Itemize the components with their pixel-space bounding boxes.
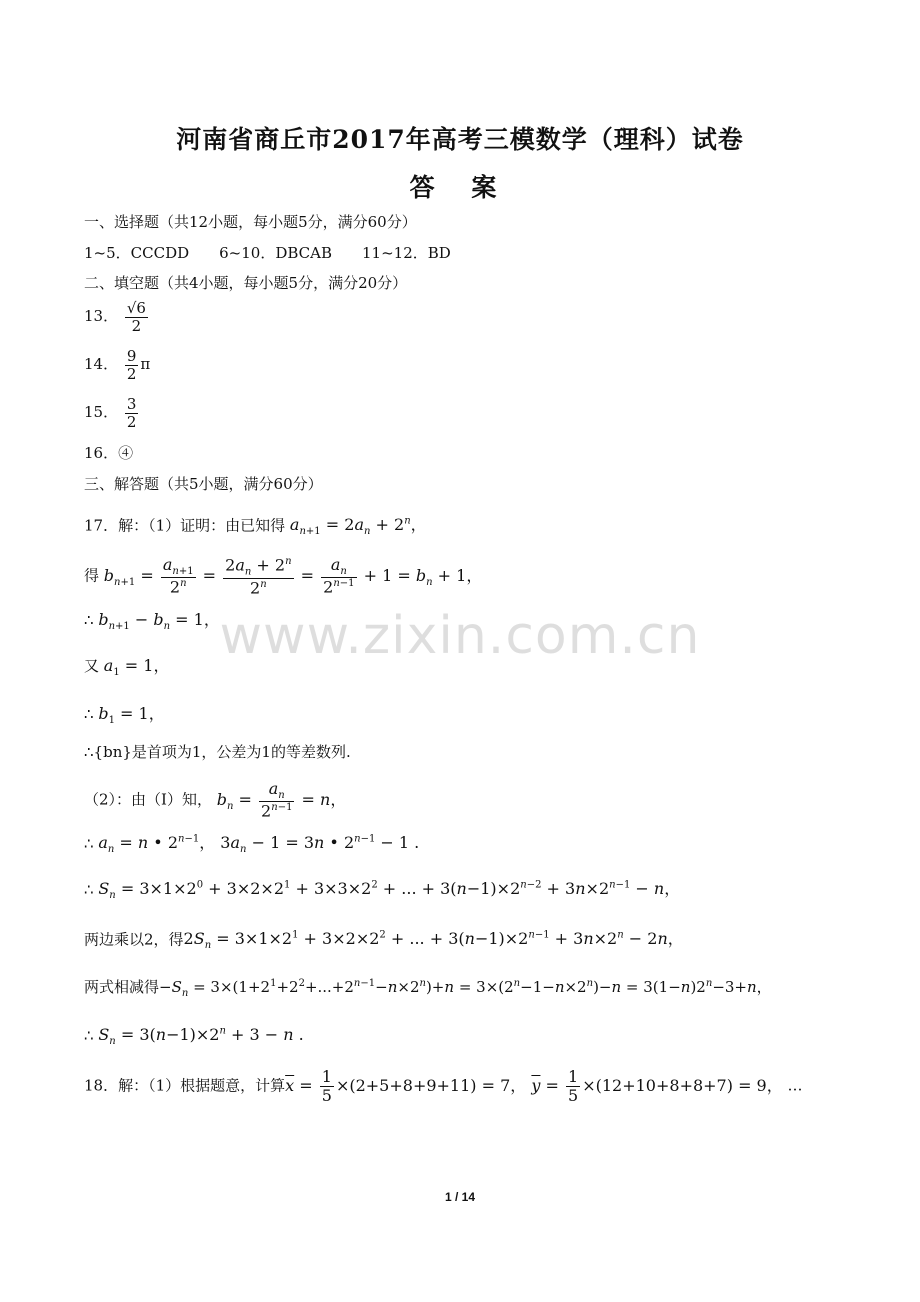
q17-line-12 <box>84 1022 304 1053</box>
answer-14-fraction <box>125 348 139 382</box>
q17-line-2 <box>84 556 482 596</box>
q17-line-5-formula: $b_1 = 1$， <box>98 704 165 727</box>
q17-line-4-text: 又 <box>84 657 100 675</box>
answer-16 <box>84 443 133 463</box>
q17-line-7-text: （2）：由（Ⅰ）知， <box>84 790 212 809</box>
section1-heading: 一、选择题（共12小题，每小题5分，满分60分） <box>84 213 417 231</box>
q17-line-1-formula: $a_{n+1} = 2a_n + 2^n$， <box>289 515 427 538</box>
q18-line-1 <box>84 1068 803 1104</box>
q17-line-11 <box>84 974 772 1004</box>
answer-14-label: 14． <box>84 355 119 373</box>
q17-line-4-formula: $a_1 = 1$， <box>103 656 170 679</box>
q17-line-2-formula: $b_{n+1}$ = $\frac{a_{n+1}}{2^n}$ = $\frac{2a_n + 2^n}{2^n}$ = $\frac{a_n}{2^{n-1}}$ + $1 = b_n + 1$， <box>103 555 483 597</box>
answer-14-numerator: 9 <box>126 347 137 365</box>
q17-line-1-text: 17．解：（1）证明：由已知得 <box>84 516 286 535</box>
q17-line-11-text: 两式相减得 <box>84 978 160 996</box>
q17-line-9 <box>84 876 680 907</box>
answer-13-fraction <box>125 300 148 334</box>
q17-line-12-formula: $S_n = 3(n-1)\times 2^n + 3 - n$ . <box>98 1025 304 1048</box>
choice-answers: 1~5．CCCDD 6~10．DBCAB 11~12．BD <box>84 244 451 262</box>
q17-line-8-text: ∴ <box>84 834 94 853</box>
q17-line-10 <box>84 926 684 957</box>
q17-line-7-formula: $b_n$ = $\frac{a_n}{2^{n-1}}$ = n， <box>216 779 347 821</box>
answer-15-numerator: 3 <box>126 395 137 413</box>
q17-line-6: ∴{bn}是首项为1，公差为1的等差数列. <box>84 743 351 761</box>
q18-ellipsis: … <box>787 1076 803 1095</box>
answer-15-label: 15． <box>84 403 119 421</box>
answer-13-numerator: √6 <box>126 299 146 317</box>
q17-line-3-formula: $b_{n+1} - b_n = 1$， <box>98 610 220 633</box>
answer-14-denominator: 2 <box>126 364 137 383</box>
answer-15-fraction <box>125 396 139 430</box>
document-subtitle: 答 案 <box>409 173 511 202</box>
q17-line-8-formula: $a_n = n$ • $2^{n-1}$， $3a_n - 1 = 3n$ • $2^{n-1} - 1$ . <box>98 833 420 856</box>
document-title: 河南省商丘市2017年高考三模数学（理科）试卷 <box>176 125 744 154</box>
section3-heading: 三、解答题（共5小题，满分60分） <box>84 475 323 493</box>
q17-line-8 <box>84 830 419 861</box>
answer-13 <box>84 300 150 334</box>
q18-line-1-text: 18．解：（1）根据题意，计算 <box>84 1076 286 1095</box>
q17-line-2-text: 得 <box>84 566 100 585</box>
answer-16-label: 16． <box>84 444 119 462</box>
q18-line-1-formula: $\overline{x}$ = $\frac{1}{5}$ ×(2+5+8+9+11) = 7， $\overline{y}$ = $\frac{1}{5}$ ×(12+10+8+8+7) = 9， <box>285 1067 783 1105</box>
watermark: www.zixin.com.cn <box>219 606 701 666</box>
answer-16-value: ④ <box>118 444 134 462</box>
answer-14 <box>84 348 150 382</box>
q17-line-10-text: 两边乘以2，得 <box>84 930 184 949</box>
answer-15-denominator: 2 <box>126 412 137 431</box>
q17-line-9-text: ∴ <box>84 880 94 899</box>
answer-15 <box>84 396 140 430</box>
answer-14-suffix: π <box>140 355 151 373</box>
q17-line-12-text: ∴ <box>84 1026 94 1045</box>
q17-line-7 <box>84 780 346 820</box>
q17-line-5 <box>84 704 165 731</box>
q17-line-10-formula: $2S_n = 3\times 1\times 2^1 + 3\times 2\times 2^2$ + ... + $3(n-1)\times 2^{n-1} + 3n\times 2^n - 2n$， <box>183 929 684 952</box>
q17-line-5-text: ∴ <box>84 705 94 723</box>
q17-line-9-formula: $S_n = 3\times 1\times 2^0 + 3\times 2\times 2^1 + 3\times 3\times 2^2$ + ... + $3(n-1)\times 2^{n-2} + 3n\times 2^{n-1} - n$， <box>98 879 681 902</box>
answer-13-denominator: 2 <box>131 316 142 335</box>
answer-13-label: 13． <box>84 307 119 325</box>
q17-line-3-text: ∴ <box>84 611 94 629</box>
page-number: 1 / 14 <box>444 1190 476 1204</box>
q17-line-11-formula: $-S_n = 3\times(1+2^1+2^2+...+2^{n-1}-n\times 2^n)+n = 3\times(2^n-1-n\times 2^n)-n = 3(1-n)2^n-3+n$， <box>159 978 772 999</box>
q17-line-1 <box>84 512 427 543</box>
section2-heading: 二、填空题（共4小题，每小题5分，满分20分） <box>84 274 408 292</box>
